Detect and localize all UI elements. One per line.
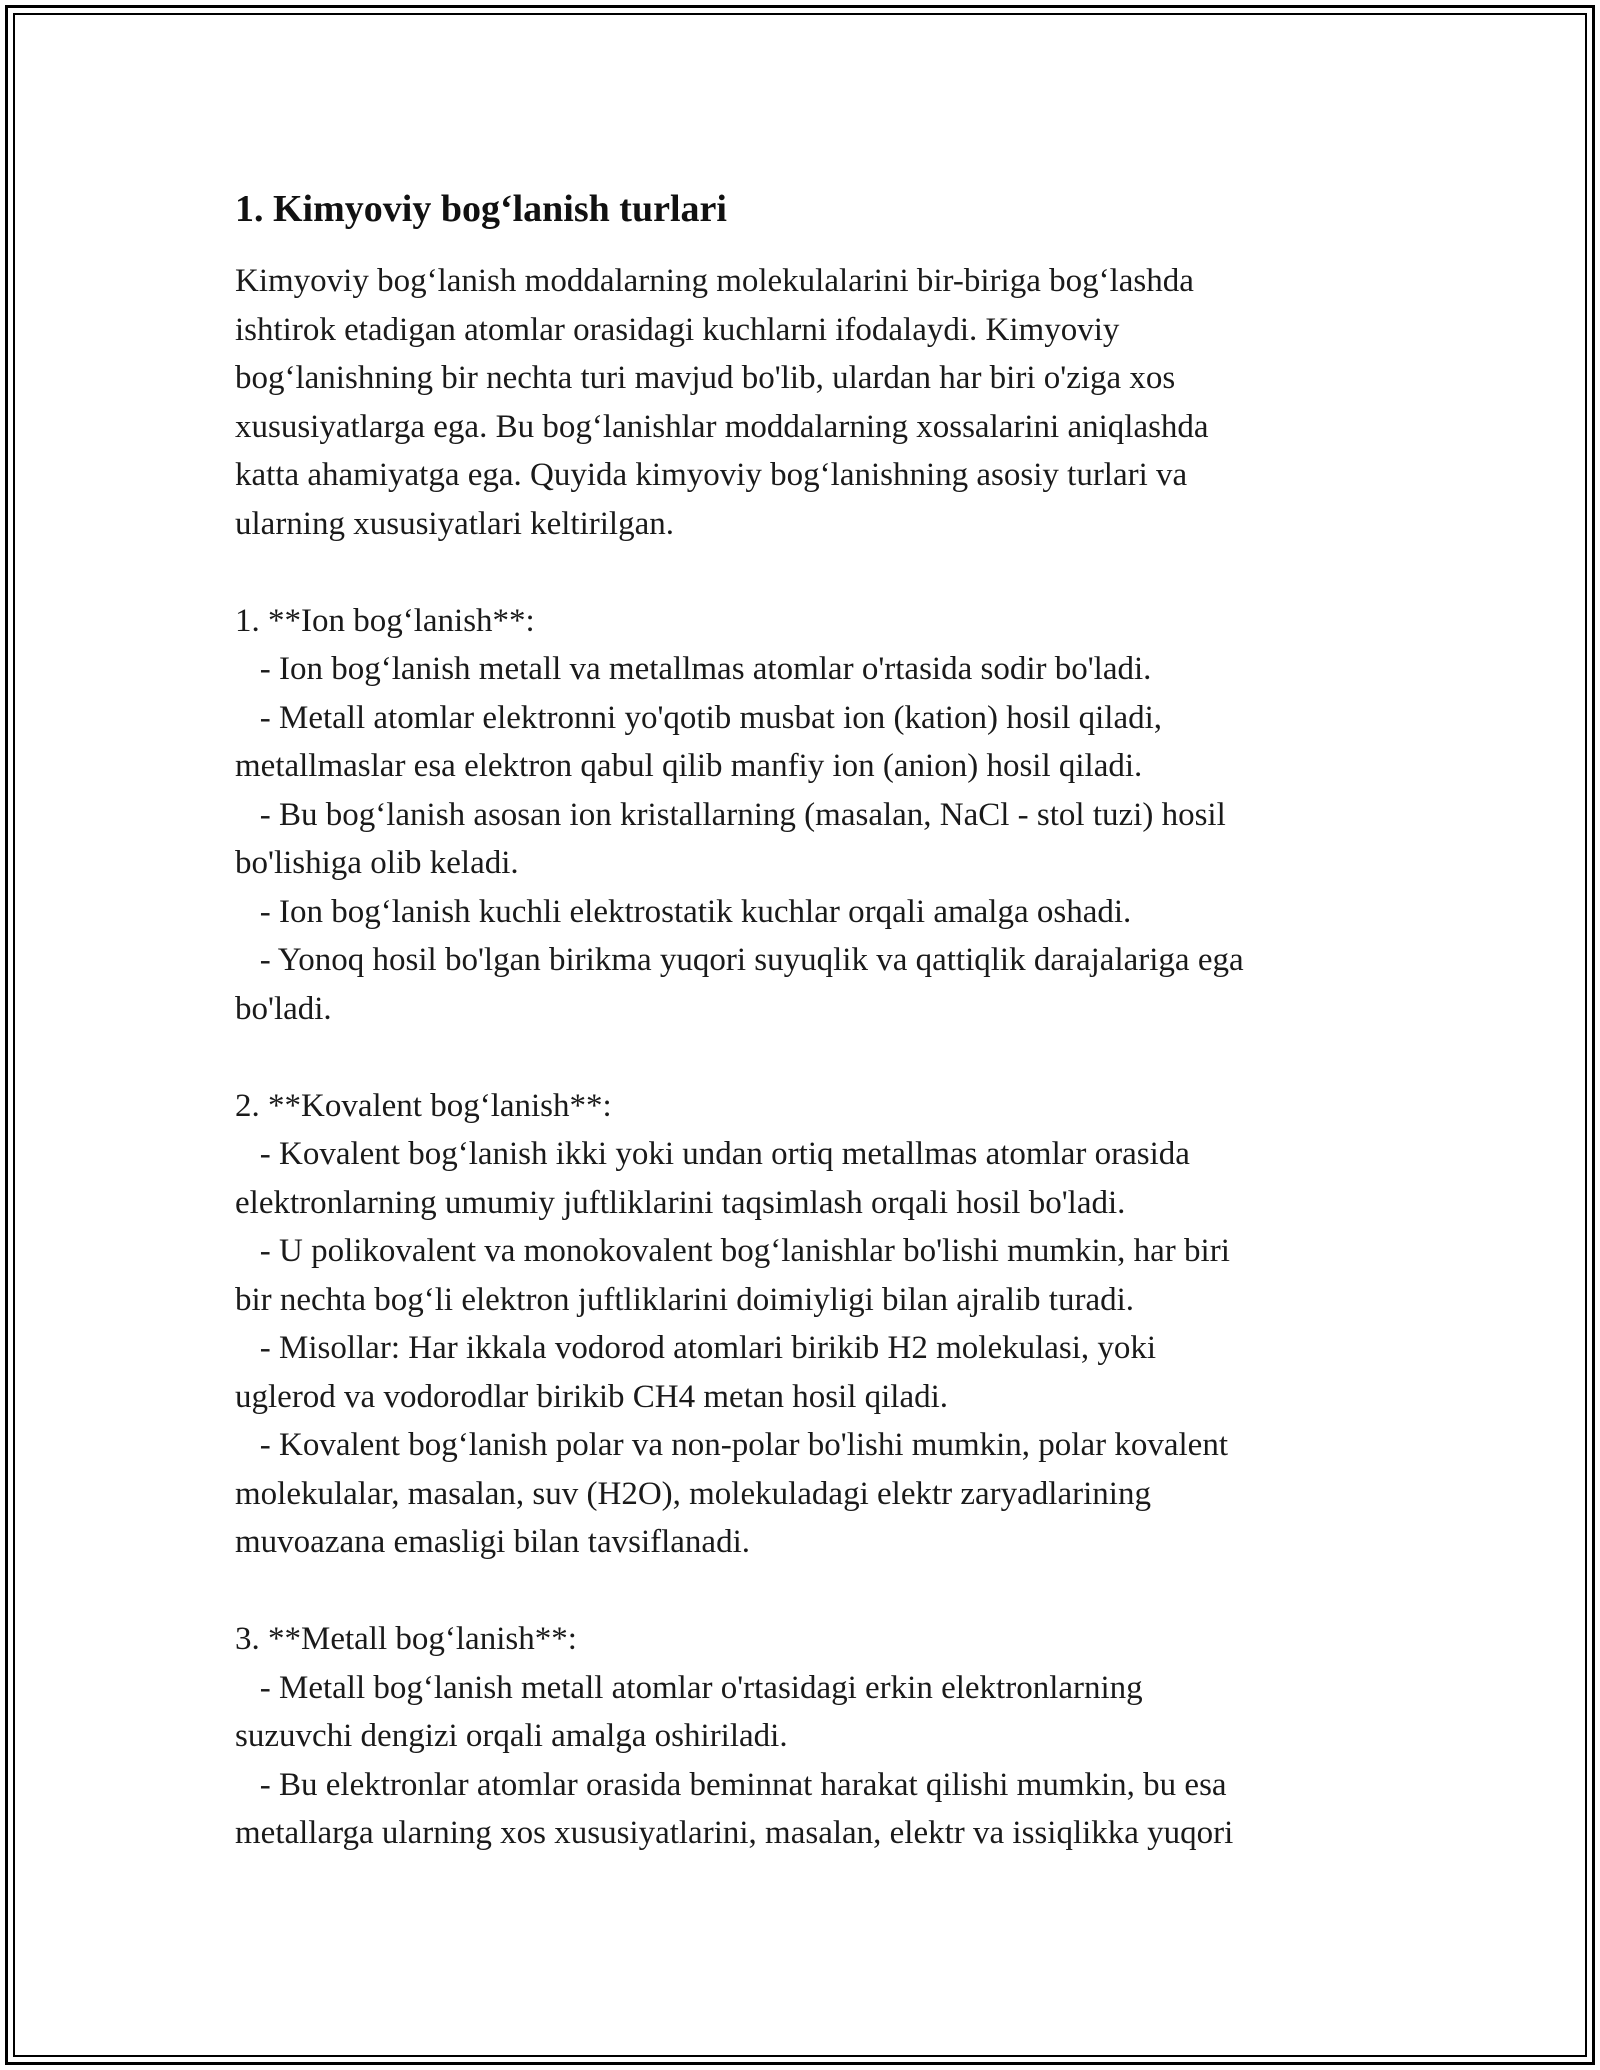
section-heading: 2. **Kovalent bog‘lanish**: xyxy=(235,1087,612,1124)
section-line: bir nechta bog‘li elektron juftliklarini doimiyligi bilan ajralib turadi. xyxy=(235,1281,1135,1318)
section-line: bo'ladi. xyxy=(235,990,332,1027)
section-line: - Ion bog‘lanish kuchli elektrostatik kuchlar orqali amalga oshadi. xyxy=(235,893,1132,930)
section-line: bo'lishiga olib keladi. xyxy=(235,845,519,881)
section-line: - Yonoq hosil bo'lgan birikma yuqori suyuqlik va qattiqlik darajalariga ega xyxy=(235,942,1244,978)
document-body xyxy=(235,185,1385,1858)
intro-line: xususiyatlarga ega. Bu bog‘lanishlar moddalarning xossalarini aniqlashda xyxy=(235,408,1209,445)
paragraph-spacer xyxy=(235,1033,1385,1082)
section-line: - U polikovalent va monokovalent bog‘lanishlar bo'lishi mumkin, har biri xyxy=(235,1233,1230,1269)
section-line: elektronlarning umumiy juftliklarini taqsimlash orqali hosil bo'ladi. xyxy=(235,1184,1126,1221)
section-covalent-bonding xyxy=(235,1082,1385,1567)
section-line: muvoazana emasligi bilan tavsiflanadi. xyxy=(235,1524,750,1560)
intro-line: ularning xususiyatlari keltirilgan. xyxy=(235,505,674,542)
section-line: - Ion bog‘lanish metall va metallmas atomlar o'rtasida sodir bo'ladi. xyxy=(235,651,1152,687)
document-title: 1. Kimyoviy bog‘lanish turlari xyxy=(235,188,727,230)
paragraph-spacer xyxy=(235,1567,1385,1616)
section-heading: 1. **Ion bog‘lanish**: xyxy=(235,602,535,639)
intro-line: Kimyoviy bog‘lanish moddalarning molekulalarini bir-biriga bog‘lashda xyxy=(235,263,1194,299)
section-metallic-bonding xyxy=(235,1615,1385,1858)
section-line: - Kovalent bog‘lanish polar va non-polar bo'lishi mumkin, polar kovalent xyxy=(235,1427,1228,1463)
section-line: - Metall atomlar elektronni yo'qotib musbat ion (kation) hosil qiladi, xyxy=(235,699,1163,736)
section-ion-bonding xyxy=(235,597,1385,1034)
section-line: suzuvchi dengizi orqali amalga oshiriladi. xyxy=(235,1718,788,1754)
section-line: metallarga ularning xos xususiyatlarini, masalan, elektr va issiqlikka yuqori xyxy=(235,1815,1234,1851)
intro-line: bog‘lanishning bir nechta turi mavjud bo'lib, ulardan har biri o'ziga xos xyxy=(235,360,1176,396)
section-line: - Misollar: Har ikkala vodorod atomlari birikib H2 molekulasi, yoki xyxy=(235,1330,1157,1366)
intro-paragraph xyxy=(235,257,1385,548)
intro-line: katta ahamiyatga ega. Quyida kimyoviy bog‘lanishning asosiy turlari va xyxy=(235,457,1188,493)
section-line: uglerod va vodorodlar birikib CH4 metan hosil qiladi. xyxy=(235,1378,949,1415)
intro-line: ishtirok etadigan atomlar orasidagi kuchlarni ifodalaydi. Kimyoviy xyxy=(235,311,1120,348)
paragraph-spacer xyxy=(235,548,1385,597)
section-heading: 3. **Metall bog‘lanish**: xyxy=(235,1621,577,1657)
section-line: molekulalar, masalan, suv (H2O), molekuladagi elektr zaryadlarining xyxy=(235,1475,1151,1512)
section-line: - Metall bog‘lanish metall atomlar o'rtasidagi erkin elektronlarning xyxy=(235,1669,1143,1706)
section-line: - Bu elektronlar atomlar orasida beminnat harakat qilishi mumkin, bu esa xyxy=(235,1766,1227,1803)
section-line: - Bu bog‘lanish asosan ion kristallarning (masalan, NaCl - stol tuzi) hosil xyxy=(235,796,1226,833)
section-line: metallmaslar esa elektron qabul qilib manfiy ion (anion) hosil qiladi. xyxy=(235,748,1143,784)
section-line: - Kovalent bog‘lanish ikki yoki undan ortiq metallmas atomlar orasida xyxy=(235,1136,1190,1172)
